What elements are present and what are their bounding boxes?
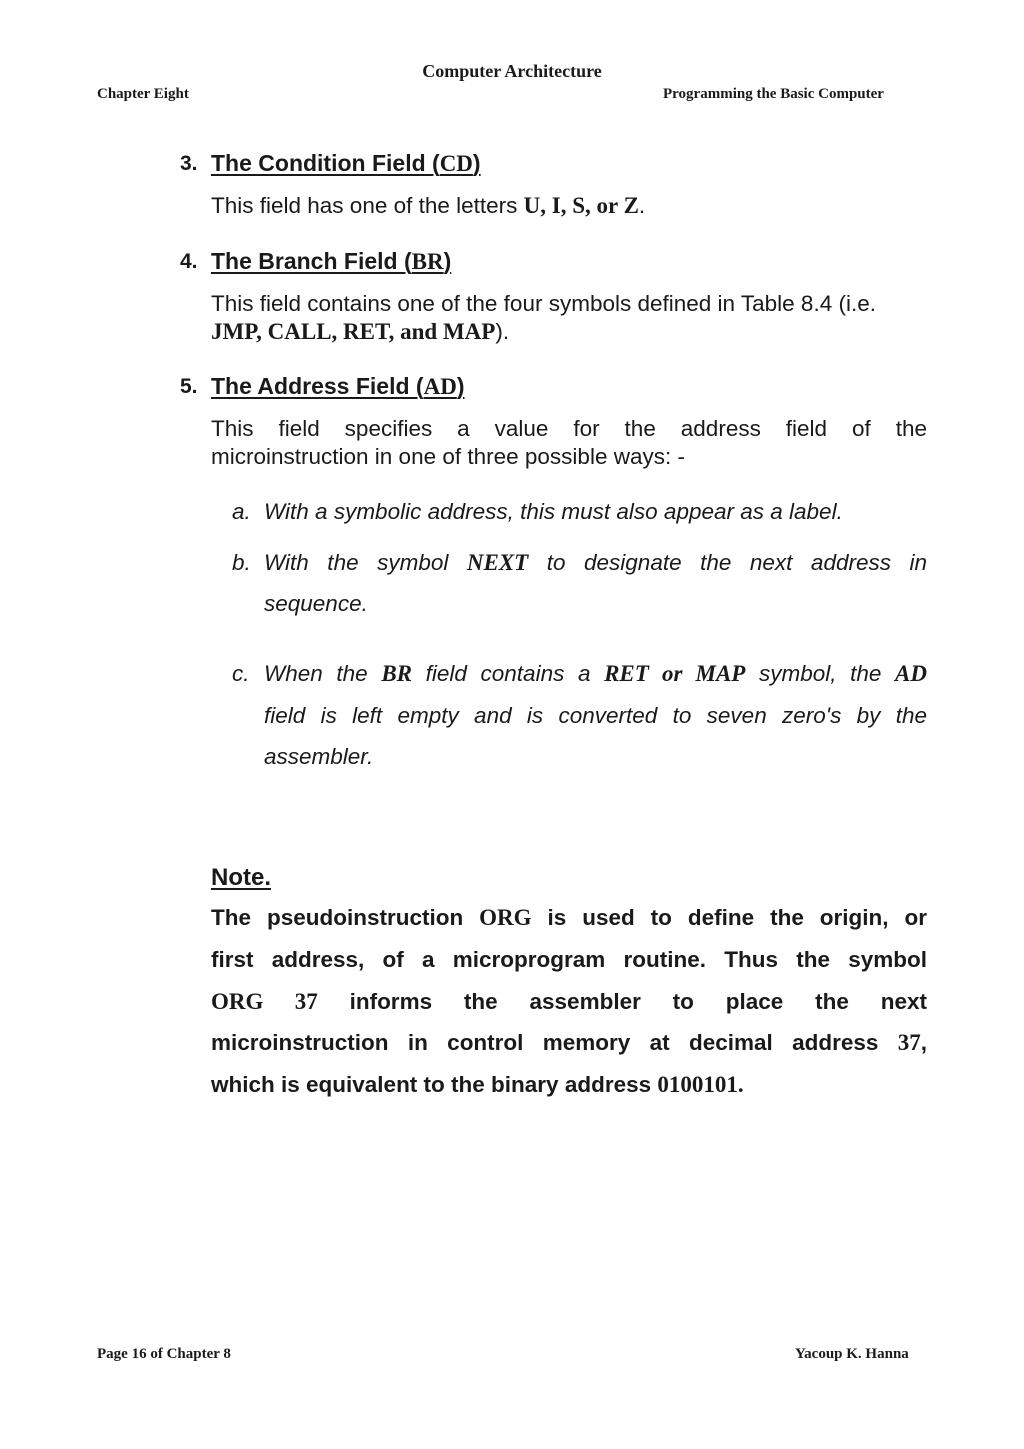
way-a-letter: a. (232, 499, 251, 524)
section-4-body-line2: JMP, CALL, RET, and MAP). (211, 319, 510, 344)
section-4-number: 4. (180, 250, 198, 273)
note-line-3: ORG 37 informs the assembler to place the next (211, 989, 927, 1014)
section-5-body-line2: microinstruction in one of three possible ways: - (211, 444, 685, 469)
document-title: Computer Architecture (422, 61, 602, 81)
way-b-line2: sequence. (264, 591, 368, 616)
section-4-title: The Branch Field (BR) (211, 248, 452, 274)
way-a-text: With a symbolic address, this must also appear as a label. (264, 499, 843, 524)
note-title: Note. (211, 864, 271, 891)
section-3-body: This field has one of the letters U, I, S, or Z. (211, 193, 646, 218)
section-4-body-line1: This field contains one of the four symbols defined in Table 8.4 (i.e. (211, 291, 876, 316)
way-b-line1: With the symbol NEXT to designate the next address in (264, 550, 928, 575)
chapter-label: Chapter Eight (97, 86, 189, 102)
section-5-title: The Address Field (AD) (211, 373, 465, 399)
note-line-4: microinstruction in control memory at decimal address 37, (211, 1030, 927, 1055)
way-c-line2: field is left empty and is converted to seven zero's by the (264, 703, 927, 728)
note-line-1: The pseudoinstruction ORG is used to define the origin, or (211, 905, 927, 930)
section-5-body-line1: This field specifies a value for the address field of the (211, 416, 927, 441)
section-5-number: 5. (180, 375, 198, 398)
section-3-title: The Condition Field (CD) (211, 150, 481, 176)
page-number: Page 16 of Chapter 8 (97, 1346, 231, 1362)
author-name: Yacoup K. Hanna (795, 1346, 909, 1362)
section-label: Programming the Basic Computer (663, 86, 884, 102)
way-c-letter: c. (232, 661, 250, 686)
way-c-line1: When the BR field contains a RET or MAP symbol, the AD (264, 661, 927, 686)
way-c-line3: assembler. (264, 744, 374, 769)
note-line-2: first address, of a microprogram routine. Thus the symbol (211, 947, 927, 972)
note-line-5: which is equivalent to the binary address 0100101. (211, 1072, 744, 1097)
section-3-number: 3. (180, 152, 198, 175)
way-b-letter: b. (232, 550, 251, 575)
